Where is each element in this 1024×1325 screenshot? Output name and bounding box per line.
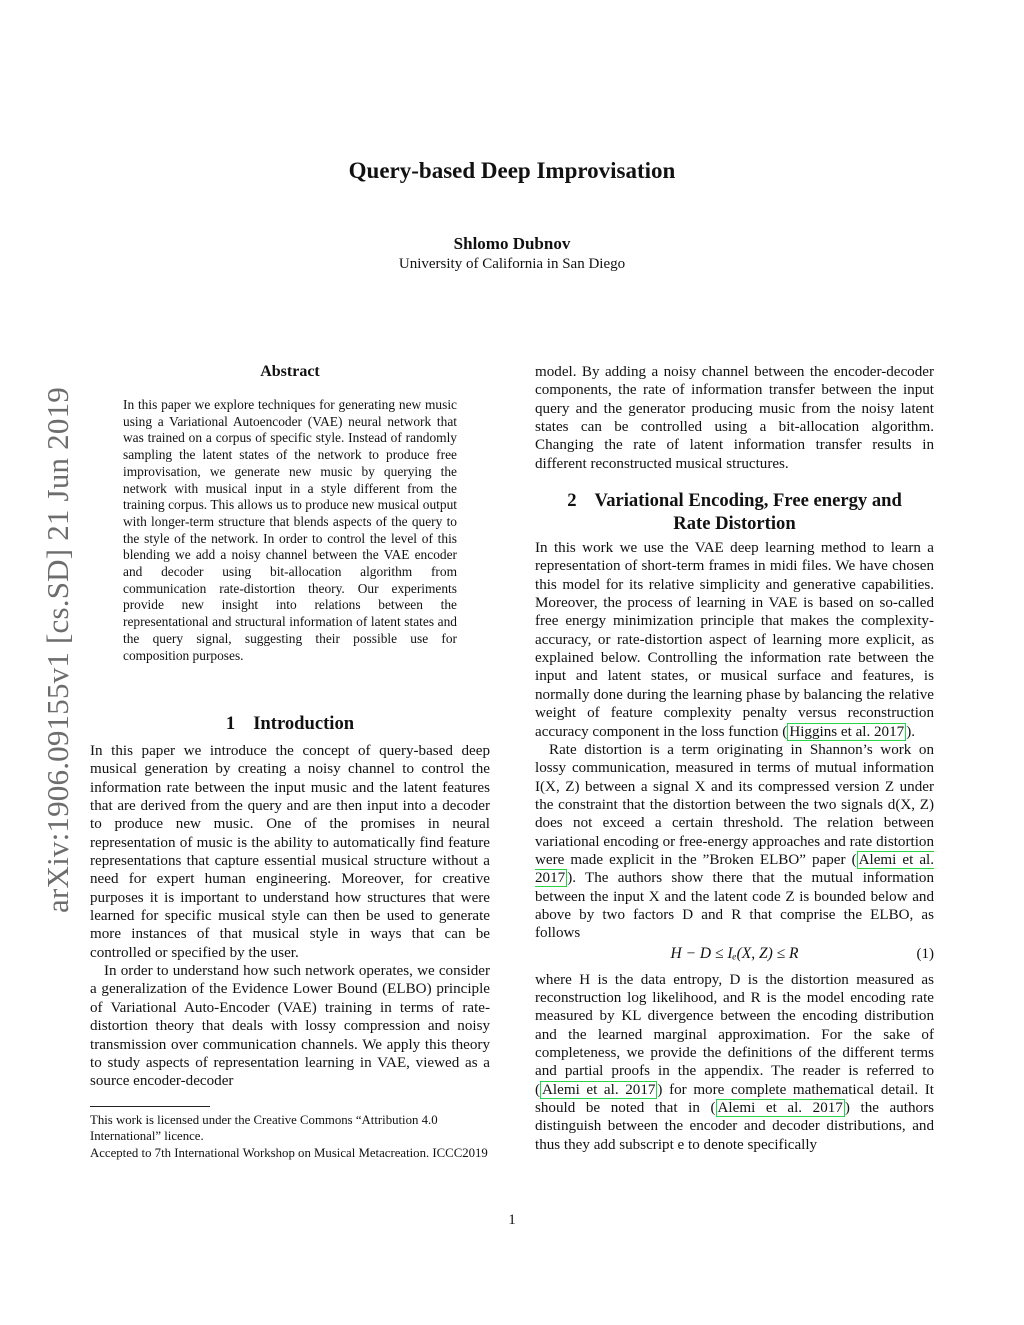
footnote-license: This work is licensed under the Creative Commons “Attribution 4.0 International” licence.: [90, 1113, 438, 1144]
page-number: 1: [508, 1212, 516, 1228]
abstract-text: In this paper we explore techniques for generating new music using a Variational Autoencoder (VAE) neural network that was trained on a corpus of specific style. Instead of randomly sampling the latent states of the network to produce free improvisation, we generate new music by querying the network with musical input in a style different from the training corpus. This allows us to produce new musical output with longer-term structure that blends aspects of the query to the style of the network. In order to control the level of this blending we add a noisy channel between the VAE encoder and decoder using bit-allocation algorithm from communication rate-distortion theory. Our experiments provide new insight into relations between the representational and structural information of latent states and the query signal, suggesting their possible use for composition purposes.: [123, 397, 457, 663]
section-1-number: 1: [225, 713, 236, 734]
equation-1: [535, 945, 934, 967]
citation-link[interactable]: Higgins et al. 2017: [789, 723, 905, 740]
intro-continued: model. By adding a noisy channel between the encoder-decoder components, the rate of information transfer between the input query and the generator producing music from the noisy latent states can be controlled using a bit-allocation algorithm. Changing the rate of latent information transfer results in different reconstructed musical structures.: [535, 364, 934, 472]
intro-paragraph-1: In this paper we introduce the concept of query-based deep musical generation by creating a noisy channel to control the information rate between the input music and the latent features that are derived from the query and are then input into a decoder to produce new music. One of the promises in neural representation of music is the ability to automatically find feature representations that capture essential musical structure without a need for expert human engineering. Moreover, for creative purposes it is important to understand how structures that were learned for specific musical style can then be used to generate more instances of that musical style in ways that can be controlled or specified by the user.: [90, 743, 490, 961]
footnote-rule: [90, 1106, 210, 1107]
section-1-title: Introduction: [253, 713, 355, 734]
paper-title: Query-based Deep Improvisation: [348, 158, 676, 183]
section-2-title-line2: Rate Distortion: [673, 513, 796, 535]
author-affiliation: University of California in San Diego: [398, 256, 626, 272]
section-2-heading: [535, 489, 934, 535]
author-name: Shlomo Dubnov: [453, 234, 571, 253]
abstract-heading: Abstract: [260, 363, 320, 380]
sec2-paragraph-3: where H is the data entropy, D is the distortion measured as reconstruction log likelihood, and R is the model encoding rate measured by KL divergence between the encoding distribution and the learned marginal approximation. For the sake of completeness, we provide the definitions of the different terms and partial proofs in the appendix. The reader is referred to ( Alemi et al. 2017 ) for more complete mathematical detail. It should be noted that in ( Alemi et al. 2017 ) the authors distinguish between the encoder and decoder distributions, and thus they add subscript e to denote specifically: [535, 971, 935, 1153]
section-2-title-line1: Variational Encoding, Free energy and: [594, 490, 902, 512]
intro-paragraph-2: In order to understand how such network operates, we consider a generalization of the Evidence Lower Bound (ELBO) principle of Variational Auto-Encoder (VAE) training in terms of rate-distortion theory that deals with lossy compression and noisy transmission over communication channels. We apply this theory to study aspects of representation learning in VAE, viewed as a source encoder-decoder: [90, 963, 490, 1090]
citation-link[interactable]: Alemi et al. 2017: [542, 1081, 656, 1098]
citation-link[interactable]: Alemi et al. 2017: [535, 851, 934, 887]
sec2-paragraph-2: Rate distortion is a term originating in Shannon’s work on lossy communication, measured in terms of mutual information I(X, Z) between a signal X and its compressed version Z under the constraint that the distortion between the two signals d(X, Z) does not exceed a certain threshold. The relation between variational encoding or free-energy approaches and rate distortion were made explicit in the ”Broken ELBO” paper ( Alemi et al. 2017 ). The authors show there that the mutual information between the input X and the latent code Z is bounded below and above by two factors D and R that comprise the ELBO, as follows: [535, 741, 934, 942]
footnote: [90, 1112, 490, 1161]
equation-number: (1): [916, 945, 934, 962]
section-2-number: 2: [567, 490, 577, 512]
sec2-paragraph-1: In this work we use the VAE deep learning method to learn a representation of short-term frames in midi files. We have chosen this model for its relative simplicity and generative capabilities. Moreover, the process of learning in VAE is based on so-called free energy minimization principle that makes the complexity-accuracy, or rate-distortion aspect of learning more explicit, as explained below. Controlling the information rate between the input and latent states, or musical surface and features, is normally done during the learning phase by balancing the relative weight of feature complexity penalty versus reconstruction accuracy component in the loss function ( Higgins et al. 2017 ).: [535, 540, 934, 740]
equation-body: H − D ≤ Iₑ(X, Z) ≤ R: [670, 944, 799, 962]
right-column: [535, 363, 934, 1154]
left-column: [90, 712, 490, 1091]
footnote-venue: Accepted to 7th International Workshop on Musical Metacreation. ICCC2019: [90, 1145, 488, 1160]
arxiv-stamp: arXiv:1906.09155v1 [cs.SD] 21 Jun 2019: [40, 387, 75, 913]
citation-link[interactable]: Alemi et al. 2017: [717, 1100, 843, 1117]
section-1-heading: [90, 712, 490, 735]
